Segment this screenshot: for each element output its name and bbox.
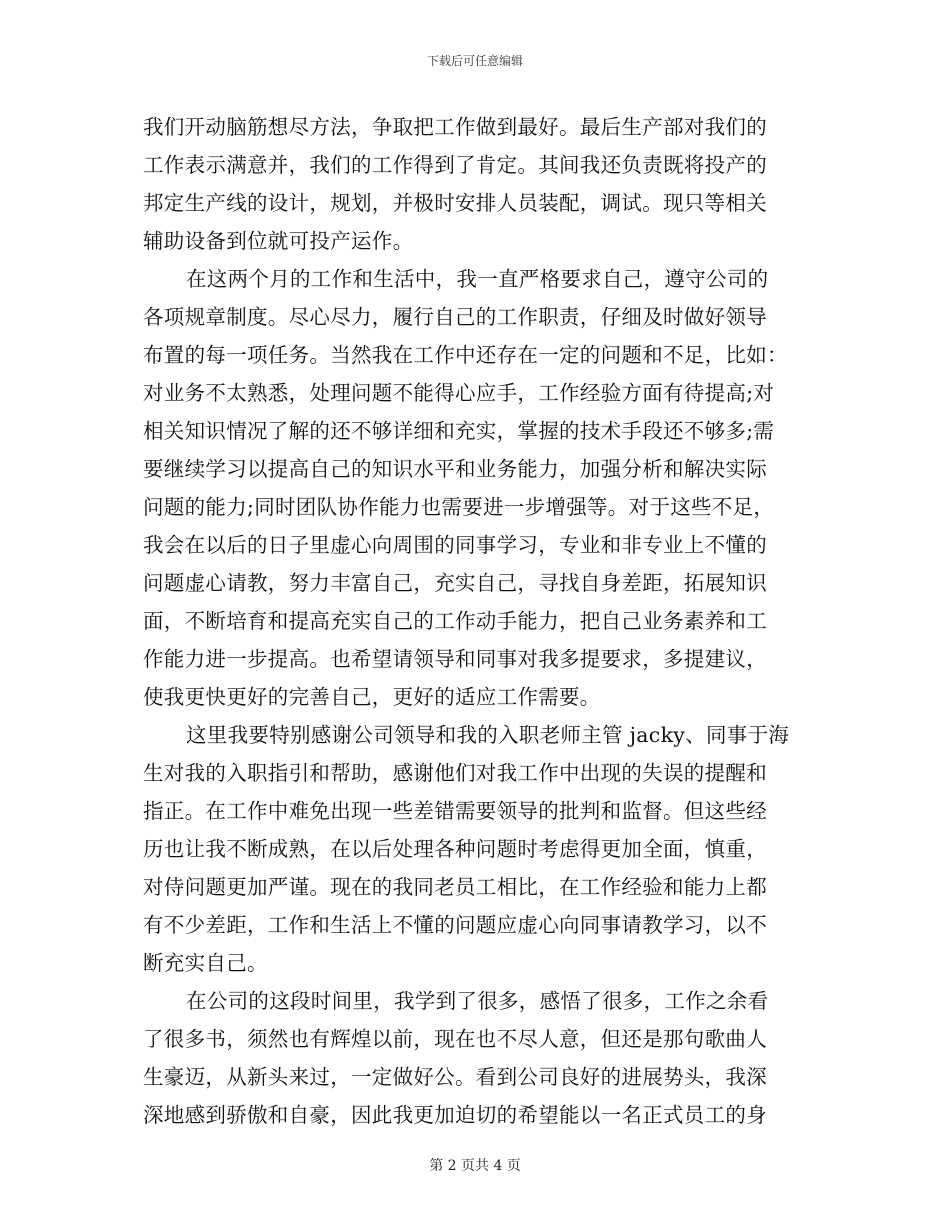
text-line: 生豪迈，从新头来过，一定做好公。看到公司良好的进展势头，我深	[143, 1065, 767, 1089]
text-line: 作能力进一步提高。也希望请领导和同事对我多提要求，多提建议，	[143, 647, 767, 671]
text-line: 面，不断培育和提高充实自己的工作动手能力，把自己业务素养和工	[143, 609, 767, 633]
text-line: 在这两个月的工作和生活中，我一直严格要求自己，遵守公司的	[186, 267, 769, 291]
text-line: 各项规章制度。尽心尽力，履行自己的工作职责，仔细及时做好领导	[143, 305, 767, 329]
text-line: 对业务不太熟悉，处理问题不能得心应手，工作经验方面有待提高;对	[143, 381, 775, 405]
text-line: 在公司的这段时间里，我学到了很多，感悟了很多，工作之余看	[186, 989, 769, 1013]
text-line: 问题的能力;同时团队协作能力也需要进一步增强等。对于这些不足，	[143, 495, 775, 519]
text-line: 邦定生产线的设计，规划，并极时安排人员装配，调试。现只等相关	[143, 191, 767, 215]
text-line: 问题虚心请教，努力丰富自己，充实自己，寻找自身差距，拓展知识	[143, 571, 767, 595]
text-line: 历也让我不断成熟，在以后处理各种问题时考虑得更加全面，慎重，	[143, 837, 767, 861]
text-line: 对侍问题更加严谨。现在的我同老员工相比，在工作经验和能力上都	[143, 875, 767, 899]
text-line: 有不少差距，工作和生活上不懂的问题应虚心向同事请教学习，以不	[143, 913, 767, 937]
text-line: 要继续学习以提高自己的知识水平和业务能力，加强分析和解决实际	[143, 457, 767, 481]
page-header: 下载后可任意编辑	[426, 54, 523, 68]
text-line: 这里我要特别感谢公司领导和我的入职老师主管 jacky、同事于海	[186, 723, 790, 747]
text-line: 生对我的入职指引和帮助，感谢他们对我工作中出现的失误的提醒和	[143, 761, 767, 785]
text-line: 工作表示满意并，我们的工作得到了肯定。其间我还负责既将投产的	[143, 153, 767, 177]
text-line: 使我更快更好的完善自己，更好的适应工作需要。	[143, 685, 601, 709]
text-line: 我会在以后的日子里虚心向周围的同事学习，专业和非专业上不懂的	[143, 533, 767, 557]
page-footer: 第 2 页共 4 页	[429, 1158, 521, 1174]
text-line: 断充实自己。	[143, 951, 268, 975]
text-line: 布置的每一项任务。当然我在工作中还存在一定的问题和不足，比如：	[143, 343, 788, 367]
text-line: 指正。在工作中难免出现一些差错需要领导的批判和监督。但这些经	[143, 799, 767, 823]
text-line: 我们开动脑筋想尽方法，争取把工作做到最好。最后生产部对我们的	[143, 115, 767, 139]
text-line: 了很多书，须然也有辉煌以前，现在也不尽人意，但还是那句歌曲人	[143, 1027, 767, 1051]
text-line: 辅助设备到位就可投产运作。	[143, 229, 414, 253]
document-body	[143, 108, 807, 1134]
text-line: 相关知识情况了解的还不够详细和充实，掌握的技术手段还不够多;需	[143, 419, 775, 443]
text-line: 深地感到骄傲和自豪，因此我更加迫切的希望能以一名正式员工的身	[143, 1103, 767, 1127]
